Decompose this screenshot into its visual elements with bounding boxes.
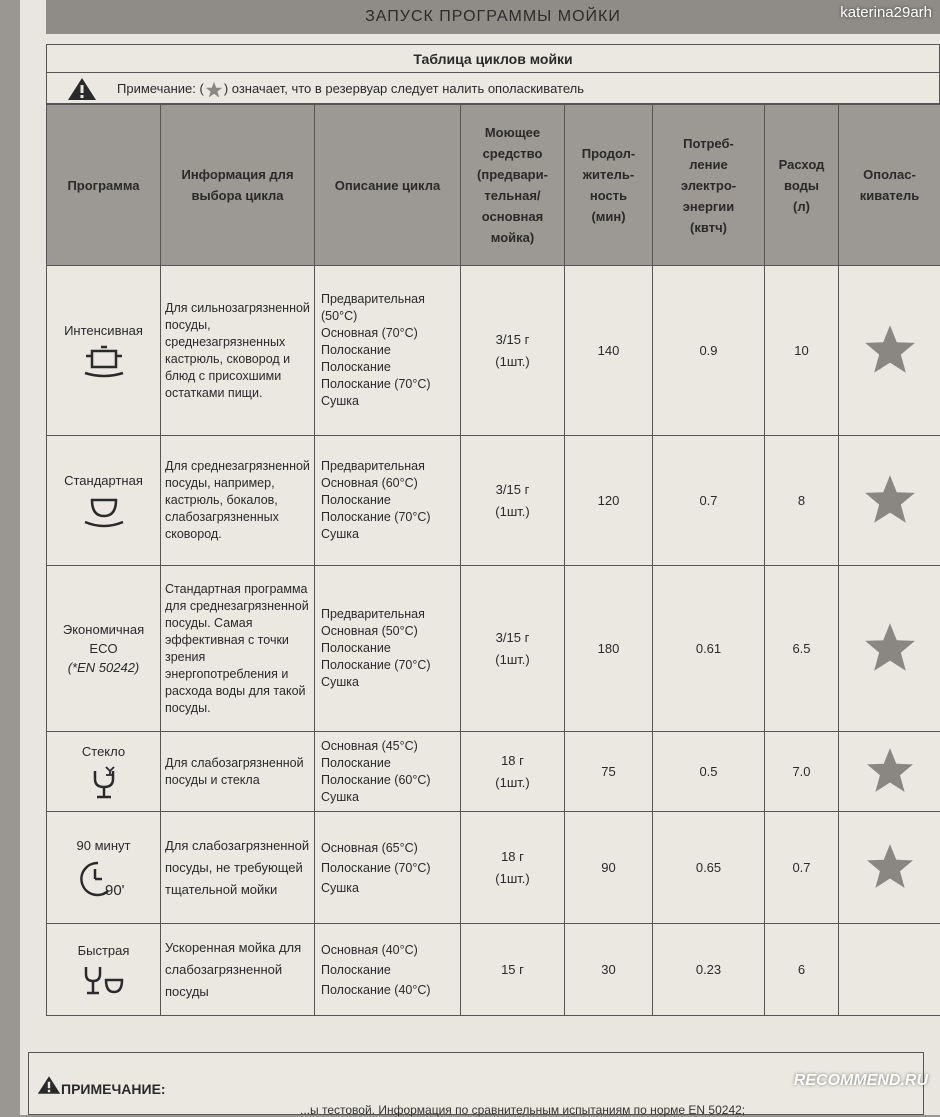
header-text: энергии xyxy=(657,196,760,217)
duration-cell: 90 xyxy=(565,812,653,924)
header-water xyxy=(765,105,839,266)
energy-cell: 0.5 xyxy=(653,732,765,812)
description-line: Предварительная xyxy=(321,458,454,475)
program-cell xyxy=(47,924,161,1016)
water-cell: 0.7 xyxy=(765,812,839,924)
detergent-count: (1шт.) xyxy=(462,868,563,890)
cycles-table xyxy=(46,104,940,1016)
info-cell: Стандартная программа для среднезагрязненной посуды. Самая эффективная с точки зрения энергопотребления и расхода воды для такой посуды. xyxy=(161,566,315,732)
warning-icon xyxy=(37,1075,61,1095)
detergent-amount: 18 г xyxy=(462,750,563,772)
description-line: Сушка xyxy=(321,674,454,691)
watermark: katerina29arh xyxy=(840,4,932,21)
rinse-cell xyxy=(839,566,940,732)
description-line: Сушка xyxy=(321,526,454,543)
clock-90-icon xyxy=(78,859,130,899)
water-cell: 6.5 xyxy=(765,566,839,732)
header-text: электро- xyxy=(657,175,760,196)
description-line: Полоскание xyxy=(321,342,454,359)
star-icon xyxy=(862,323,918,375)
bowl-icon xyxy=(82,494,126,530)
water-cell: 7.0 xyxy=(765,732,839,812)
header-program: Программа xyxy=(47,105,161,266)
detergent-amount: 3/15 г xyxy=(462,627,563,649)
duration-cell: 75 xyxy=(565,732,653,812)
glass-icon xyxy=(86,765,122,801)
description-line: (50°C) xyxy=(321,308,454,325)
header-text: мойка) xyxy=(465,227,560,248)
rinse-cell xyxy=(839,924,940,1016)
program-standard: (*EN 50242) xyxy=(48,658,159,677)
table-row xyxy=(47,812,940,924)
description-cell xyxy=(315,732,461,812)
description-cell xyxy=(315,924,461,1016)
clock-label: 90' xyxy=(105,882,125,899)
header-text: Ополас- xyxy=(843,164,936,185)
program-cell xyxy=(47,732,161,812)
description-line: Полоскание xyxy=(321,640,454,657)
rinse-note xyxy=(46,72,940,104)
header-text: ление xyxy=(657,154,760,175)
program-name: Экономичная xyxy=(48,620,159,639)
rinse-cell xyxy=(839,732,940,812)
description-line: Полоскание xyxy=(321,492,454,509)
rinse-cell xyxy=(839,436,940,566)
info-cell: Для слабозагрязненной посуды и стекла xyxy=(161,732,315,812)
detergent-amount: 15 г xyxy=(462,959,563,981)
detergent-count: (1шт.) xyxy=(462,649,563,671)
recommend-watermark: RECOMMEND.RU xyxy=(794,1072,928,1090)
description-line: Полоскание xyxy=(321,359,454,376)
description-line: Полоскание (70°C) xyxy=(321,657,454,674)
header-text: средство xyxy=(465,143,560,164)
warning-icon xyxy=(67,77,97,101)
note-prefix: Примечание: ( xyxy=(117,81,204,96)
star-icon xyxy=(864,842,916,890)
energy-cell: 0.61 xyxy=(653,566,765,732)
description-cell xyxy=(315,266,461,436)
detergent-cell xyxy=(461,266,565,436)
header-rinse xyxy=(839,105,940,266)
description-line: Предварительная xyxy=(321,291,454,308)
detergent-amount: 3/15 г xyxy=(462,329,563,351)
water-cell: 6 xyxy=(765,924,839,1016)
detergent-count: (1шт.) xyxy=(462,501,563,523)
duration-cell: 30 xyxy=(565,924,653,1016)
header-text: киватель xyxy=(843,185,936,206)
table-row xyxy=(47,266,940,436)
header-text: основная xyxy=(465,206,560,227)
program-name: Стекло xyxy=(48,742,159,761)
description-line: Сушка xyxy=(321,393,454,410)
header-text: Расход xyxy=(769,154,834,175)
star-icon xyxy=(862,473,918,525)
water-cell: 8 xyxy=(765,436,839,566)
table-row xyxy=(47,732,940,812)
detergent-count: (1шт.) xyxy=(462,351,563,373)
detergent-count: (1шт.) xyxy=(462,772,563,794)
duration-cell: 180 xyxy=(565,566,653,732)
detergent-amount: 18 г xyxy=(462,846,563,868)
energy-cell: 0.9 xyxy=(653,266,765,436)
water-cell: 10 xyxy=(765,266,839,436)
header-text: (предвари- xyxy=(465,164,560,185)
header-energy xyxy=(653,105,765,266)
star-icon xyxy=(862,621,918,673)
program-cell xyxy=(47,566,161,732)
description-line: Полоскание (70°C) xyxy=(321,858,454,878)
detergent-cell xyxy=(461,924,565,1016)
detergent-amount: 3/15 г xyxy=(462,479,563,501)
header-duration xyxy=(565,105,653,266)
description-line: Основная (45°C) xyxy=(321,738,454,755)
description-line: Основная (50°C) xyxy=(321,623,454,640)
description-line: Полоскание (60°C) xyxy=(321,772,454,789)
description-line: Полоскание (40°C) xyxy=(321,980,454,1000)
detergent-cell xyxy=(461,436,565,566)
header-text: (квтч) xyxy=(657,217,760,238)
description-line: Предварительная xyxy=(321,606,454,623)
page-title: ЗАПУСК ПРОГРАММЫ МОЙКИ xyxy=(46,0,940,34)
header-text: тельная/ xyxy=(465,185,560,206)
description-cell xyxy=(315,436,461,566)
header-detergent xyxy=(461,105,565,266)
table-row xyxy=(47,924,940,1016)
program-cell xyxy=(47,436,161,566)
header-text: (л) xyxy=(769,196,834,217)
program-name-eco: ECO xyxy=(48,639,159,658)
detergent-cell xyxy=(461,732,565,812)
info-cell: Для сильнозагрязненной посуды, среднезагрязненных кастрюль, сковород и блюд с присохшими остатками пищи. xyxy=(161,266,315,436)
header-text: Продол- xyxy=(569,143,648,164)
detergent-cell xyxy=(461,812,565,924)
info-cell: Для среднезагрязненной посуды, например, кастрюль, бокалов, слабозагрязненных сковород. xyxy=(161,436,315,566)
header-text: ность xyxy=(569,185,648,206)
header-text: Моющее xyxy=(465,122,560,143)
note-suffix: ) означает, что в резервуар следует налить ополаскиватель xyxy=(224,81,584,96)
description-line: Полоскание xyxy=(321,960,454,980)
program-name: 90 минут xyxy=(48,836,159,855)
description-line: Основная (60°C) xyxy=(321,475,454,492)
energy-cell: 0.23 xyxy=(653,924,765,1016)
duration-cell: 120 xyxy=(565,436,653,566)
description-cell xyxy=(315,812,461,924)
glass-cup-icon xyxy=(80,964,128,998)
star-icon xyxy=(205,81,223,99)
program-cell xyxy=(47,812,161,924)
description-line: Сушка xyxy=(321,878,454,898)
pot-icon xyxy=(82,344,126,380)
description-cell xyxy=(315,566,461,732)
program-name: Интенсивная xyxy=(48,321,159,340)
header-row xyxy=(47,105,940,266)
bottom-note-label: ПРИМЕЧАНИЕ: xyxy=(61,1081,166,1097)
program-name: Стандартная xyxy=(48,471,159,490)
header-text: (мин) xyxy=(569,206,648,227)
duration-cell: 140 xyxy=(565,266,653,436)
energy-cell: 0.7 xyxy=(653,436,765,566)
description-line: Основная (70°C) xyxy=(321,325,454,342)
program-name: Быстрая xyxy=(48,941,159,960)
program-cell xyxy=(47,266,161,436)
header-text: Потреб- xyxy=(657,133,760,154)
description-line: Полоскание (70°C) xyxy=(321,509,454,526)
bottom-note-text: ...ы тестовой. Информация по сравнительным испытаниям по норме EN 50242; xyxy=(300,1103,745,1117)
info-cell: Для слабозагрязненной посуды, не требующей тщательной мойки xyxy=(161,812,315,924)
description-line: Сушка xyxy=(321,789,454,806)
table-row xyxy=(47,436,940,566)
rinse-cell xyxy=(839,812,940,924)
header-text: житель- xyxy=(569,164,648,185)
detergent-cell xyxy=(461,566,565,732)
energy-cell: 0.65 xyxy=(653,812,765,924)
rinse-cell xyxy=(839,266,940,436)
header-description: Описание цикла xyxy=(315,105,461,266)
description-line: Полоскание (70°C) xyxy=(321,376,454,393)
table-row xyxy=(47,566,940,732)
info-cell: Ускоренная мойка для слабозагрязненной посуды xyxy=(161,924,315,1016)
description-line: Основная (65°C) xyxy=(321,838,454,858)
table-caption: Таблица циклов мойки xyxy=(46,44,940,72)
description-line: Полоскание xyxy=(321,755,454,772)
description-line: Основная (40°C) xyxy=(321,940,454,960)
header-info: Информация для выбора цикла xyxy=(161,105,315,266)
star-icon xyxy=(864,746,916,794)
header-text: воды xyxy=(769,175,834,196)
